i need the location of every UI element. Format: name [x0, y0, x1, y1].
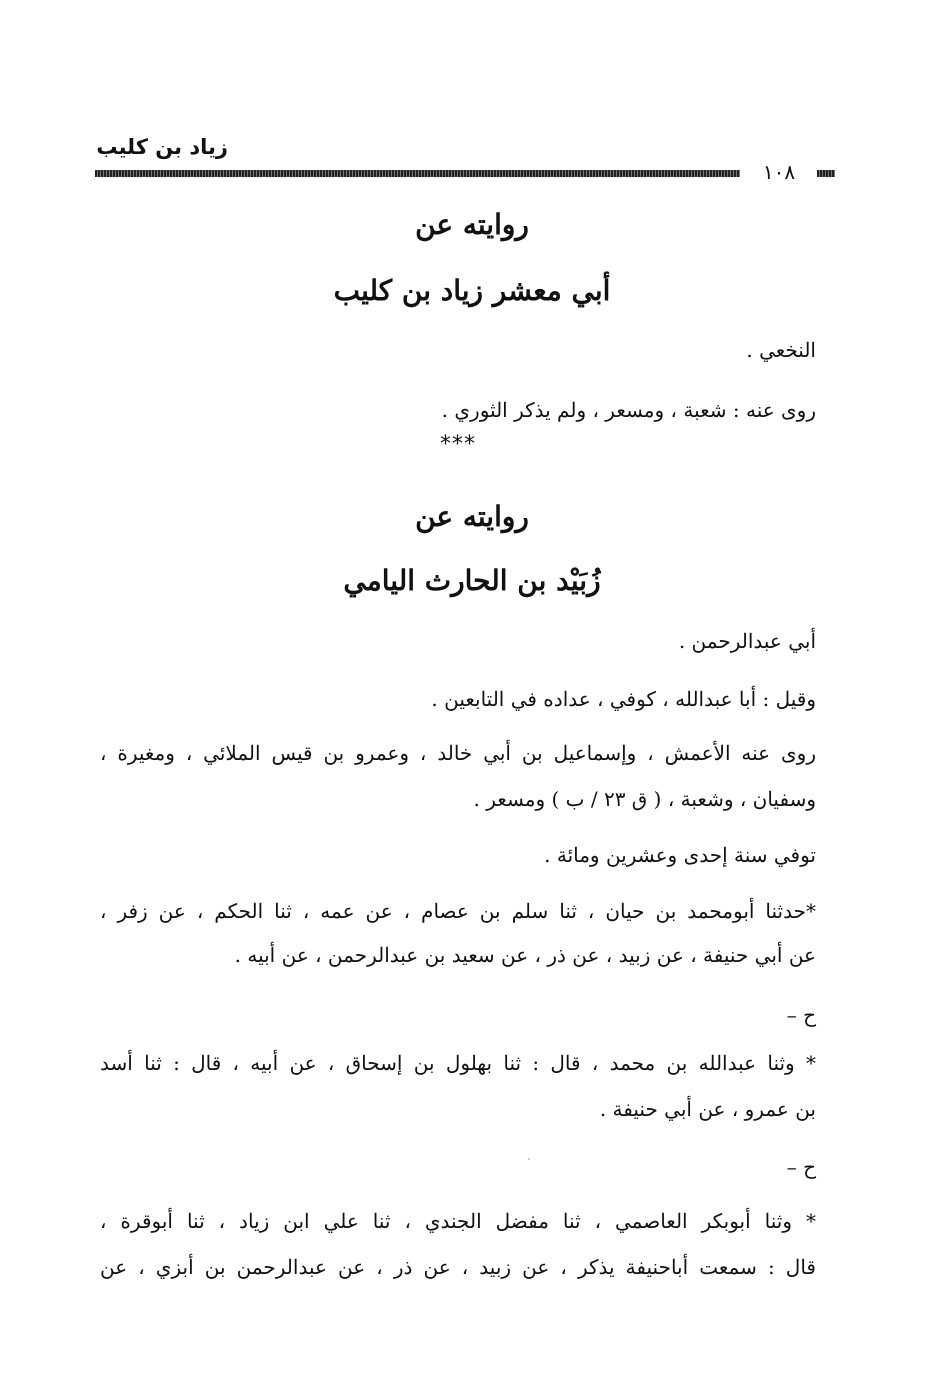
paragraph-line: وقيل : أبا عبدالله ، كوفي ، عداده في التابعين . [431, 687, 816, 711]
paragraph-line: روى عنه الأعمش ، وإسماعيل بن أبي خالد ، وعمرو بن قيس الملائي ، ومغيرة ، [100, 741, 816, 765]
paragraph-line: * وثنا عبدالله بن محمد ، قال : ثنا بهلول بن إسحاق ، عن أبيه ، قال : ثنا أسد [100, 1051, 816, 1075]
paragraph-line: النخعي . [746, 338, 816, 362]
narrator-name-heading: أبي معشر زياد بن كليب [333, 274, 611, 307]
running-title: زياد بن كليب [96, 135, 228, 159]
paragraph-line: بن عمرو ، عن أبي حنيفة . [599, 1097, 816, 1121]
section-separator [0, 432, 944, 457]
page-number: ١٠٨ [743, 158, 815, 186]
paragraph-line: *حدثنا أبومحمد بن حيان ، ثنا سلم بن عصام ، عن عمه ، ثنا الحكم ، عن زفر ، [100, 899, 816, 923]
paragraph-line: عن أبي حنيفة ، عن زبيد ، عن ذر ، عن سعيد بن عبدالرحمن ، عن أبيه . [234, 943, 816, 967]
paragraph-line: أبي عبدالرحمن . [678, 629, 816, 653]
paragraph-line: قال : سمعت أباحنيفة يذكر ، عن زبيد ، عن ذر ، عن عبدالرحمن بن أبزي ، عن [100, 1255, 816, 1279]
header-rule-short-bar [817, 170, 835, 177]
print-speck [528, 1158, 530, 1160]
header-rule [95, 160, 835, 184]
narrator-name-heading: زُبَيْد بن الحارث اليامي [343, 564, 601, 597]
paragraph-line: وسفيان ، وشعبة ، ( ق ٢٣ / ب ) ومسعر . [473, 787, 816, 811]
paragraph-line: ح – [786, 1003, 816, 1027]
section-heading: روايته عن [415, 500, 529, 533]
paragraph-line: روى عنه : شعبة ، ومسعر ، ولم يذكر الثوري . [441, 398, 816, 422]
paragraph-line: توفي سنة إحدى وعشرين ومائة . [544, 843, 816, 867]
section-heading: روايته عن [415, 208, 529, 241]
paragraph-line: ح – [786, 1155, 816, 1179]
paragraph-line: * وثنا أبوبكر العاصمي ، ثنا مفضل الجندي ، ثنا علي ابن زياد ، ثنا أبوقرة ، [100, 1209, 816, 1233]
header-rule-long-bar [95, 170, 740, 177]
separator-stars: *** [440, 432, 476, 457]
